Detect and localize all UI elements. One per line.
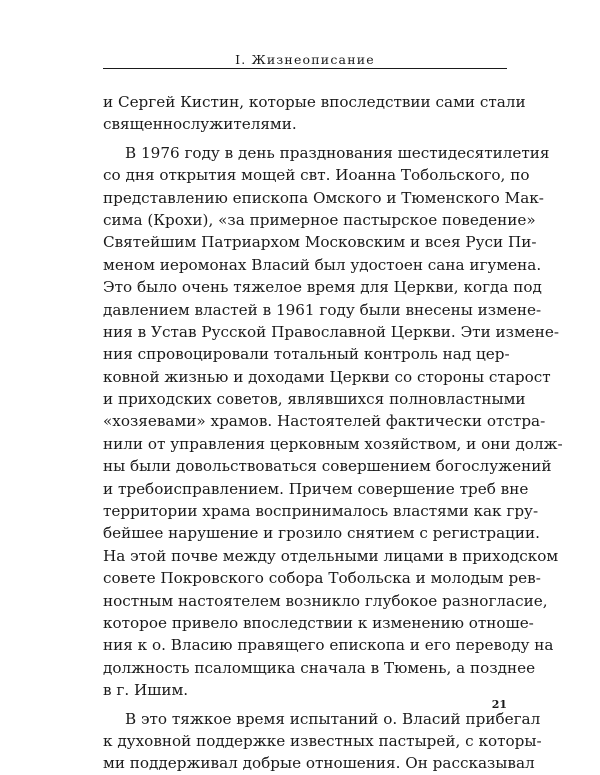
paragraph [103, 708, 542, 775]
text-line: должность псаломщика сначала в Тюмень, а позднее [103, 658, 536, 677]
text-line: и требоисправлением. Причем совершение треб вне [103, 479, 529, 498]
text-line: нили от управления церковным хозяйством, и они долж- [103, 434, 563, 453]
text-line: священнослужителями. [103, 115, 297, 134]
text-line: ния к о. Власию правящего епископа и его переводу на [103, 636, 554, 655]
text-line: в г. Ишим. [103, 681, 189, 700]
text-line: совете Покровского собора Тобольска и молодым рев- [103, 569, 541, 588]
body-text [103, 91, 563, 775]
text-line: ми поддерживал добрые отношения. Он рассказывал [103, 754, 535, 773]
text-line: представлению епископа Омского и Тюменского Мак- [103, 188, 544, 207]
running-head: I. Жизнеописание [235, 52, 375, 67]
text-line: сима (Крохи), «за примерное пастырское поведение» [103, 210, 536, 229]
text-line: Это было очень тяжелое время для Церкви, когда под [103, 278, 542, 297]
paragraph [103, 142, 563, 702]
text-line: и приходских советов, являвшихся полновластными [103, 390, 526, 409]
page-number: 21 [491, 698, 507, 711]
text-line: и Сергей Кистин, которые впоследствии сами стали [103, 93, 526, 111]
text-line: бейшее нарушение и грозило снятием с регистрации. [103, 524, 540, 543]
paragraph [103, 91, 526, 136]
text-line: В 1976 году в день празднования шестидесятилетия [125, 143, 550, 162]
text-line: «хозяевами» храмов. Настоятелей фактически отстра- [103, 412, 546, 431]
text-line: давлением властей в 1961 году были внесены измене- [103, 300, 542, 319]
text-line: меном иеромонах Власий был удостоен сана игумена. [103, 255, 542, 274]
text-line: ковной жизнью и доходами Церкви со стороны старост [103, 367, 551, 386]
header-rule [103, 68, 507, 69]
text-line: со дня открытия мощей свт. Иоанна Тобольского, по [103, 166, 530, 185]
text-line: территории храма воспринималось властями как гру- [103, 502, 539, 521]
text-line: В это тяжкое время испытаний о. Власий прибегал [125, 709, 541, 728]
text-line: ностным настоятелем возникло глубокое разногласие, [103, 591, 548, 610]
text-line: к духовной поддержке известных пастырей, с которы- [103, 731, 542, 750]
text-line: которое привело впоследствии к изменению отноше- [103, 613, 534, 632]
text-line: ны были довольствоваться совершением богослужений [103, 457, 552, 476]
text-line: Святейшим Патриархом Московским и всея Руси Пи- [103, 233, 537, 252]
text-line: На этой почве между отдельными лицами в приходском [103, 546, 559, 565]
text-line: ния спровоцировали тотальный контроль над цер- [103, 345, 510, 364]
text-line: ния в Устав Русской Православной Церкви. Эти измене- [103, 322, 559, 341]
